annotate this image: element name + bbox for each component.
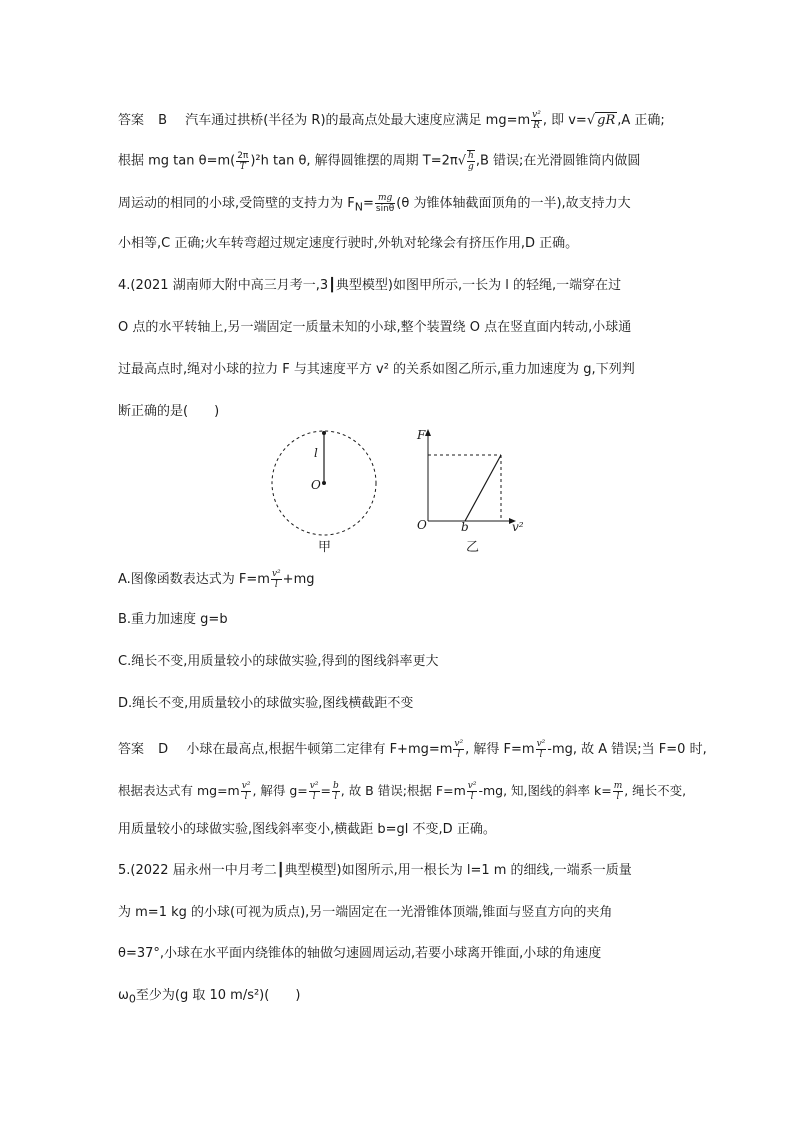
fraction: $\frac{\text{v²}}{l}$ xyxy=(271,569,281,590)
fraction: $\frac{\text{v²}}{l}$ xyxy=(536,739,546,760)
fraction: $\frac{b}{l}$ xyxy=(332,781,339,802)
fraction: $\frac{\text{v²}}{l}$ xyxy=(241,781,251,802)
q4-stem-line-1: 4.(2021 湖南师大附中高三月考一,3┃典型模型)如图甲所示,一长为 l 的轻绳,一端穿在过 xyxy=(118,278,622,293)
fraction: $\frac{\text{v²}}{l}$ xyxy=(454,739,464,760)
q4-option-c: C.绳长不变,用质量较小的球做实验,得到的图线斜率更大 xyxy=(118,654,439,669)
label-o: O xyxy=(417,518,427,532)
fraction: $\frac{2\pi}{T}$ xyxy=(237,150,249,172)
q5-stem-line-4: $\omega_0$至少为(g 取 10 m/s²)( ) xyxy=(118,988,301,1006)
label-f: F xyxy=(417,428,426,442)
q4-answer-line-3: 用质量较小的球做实验,图线斜率变小,横截距 b=gl 不变,D 正确。 xyxy=(118,822,496,837)
q4-answer-line-2: 根据表达式有 mg=m $\frac{\text{v²}}{l}$ , 解得 g= $\frac{\text{v²}}{l}$ = $\frac{b}{l}$ , 故 B 错误;根据 F=m $\frac{\text{v²}}{l}$ -mg, 知,图线的斜率 k= $\frac{m}{l}$ , 绳长不变, xyxy=(118,781,687,802)
q5-stem-line-2: 为 m=1 kg 的小球(可视为质点),另一端固定在一光滑锥体顶端,锥面与竖直方向的夹角 xyxy=(118,905,613,920)
q4-option-a: A.图像函数表达式为 F=m $\frac{\text{v²}}{l}$ +mg xyxy=(118,569,315,590)
fraction: $\frac{h}{g}$ xyxy=(468,151,474,172)
figure-yi xyxy=(416,428,524,555)
q5-stem-line-1: 5.(2022 届永州一中月考二┃典型模型)如图所示,用一根长为 l=1 m 的细线,一端系一质量 xyxy=(118,863,632,878)
answer-label: 答案 xyxy=(118,742,145,757)
fraction: $\frac{\text{v²}}{l}$ xyxy=(467,781,477,802)
label-b: b xyxy=(461,520,469,534)
answer-choice: D xyxy=(158,742,169,757)
answer-choice: B xyxy=(158,113,168,128)
q4-answer-line-1: 答案 D 小球在最高点,根据牛顿第二定律有 F+mg=m $\frac{\text{v²}}{l}$ , 解得 F=m $\frac{\text{v²}}{l}$ -mg, 故 A 错误;当 F=0 时, xyxy=(118,739,707,760)
caption-yi: 乙 xyxy=(466,540,480,555)
q4-option-d: D.绳长不变,用质量较小的球做实验,图线横截距不变 xyxy=(118,696,414,711)
figure-jia xyxy=(272,431,376,555)
q3-answer-line-3: 周运动的相同的小球,受筒壁的支持力为 $F_N=$ $\frac{mg}{\sin\theta}$ (θ 为锥体轴截面顶角的一半),故支持力大 xyxy=(118,193,631,214)
label-v2: v² xyxy=(512,520,524,534)
q4-figures xyxy=(0,425,794,565)
q3-answer-line-2: 根据 mg tan θ=m( $\frac{2\pi}{T}$ )²h tan θ, 解得圆锥摆的周期 T=2π√ $\frac{h}{g}$ ,B 错误;在光滑圆锥筒内做圆 xyxy=(118,150,641,172)
f-axis-arrow xyxy=(425,429,431,436)
fraction: $\frac{\text{v²}}{R}$ xyxy=(532,110,541,131)
fraction: $\frac{m}{l}$ xyxy=(613,781,623,802)
caption-jia: 甲 xyxy=(318,540,332,555)
label-l: l xyxy=(314,446,318,460)
answer-label: 答案 xyxy=(118,113,145,128)
q4-stem-line-2: O 点的水平转轴上,另一端固定一质量未知的小球,整个装置绕 O 点在竖直面内转动,小球通 xyxy=(118,320,632,335)
q5-stem-line-3: θ=37°,小球在水平面内绕锥体的轴做匀速圆周运动,若要小球离开锥面,小球的角速度 xyxy=(118,946,602,961)
q3-answer-line-1: 答案 B 汽车通过拱桥(半径为 R)的最高点处最大速度应满足 mg=m $\frac{\text{v²}}{R}$ , 即 v=√ gR ,A 正确; xyxy=(118,110,665,131)
q3-answer-line-4: 小相等,C 正确;火车转弯超过规定速度行驶时,外轨对轮缘会有挤压作用,D 正确。 xyxy=(118,236,579,251)
fraction: $\frac{mg}{\sin\theta}$ xyxy=(375,193,395,214)
label-o: O xyxy=(311,478,321,492)
fraction: $\frac{\text{v²}}{l}$ xyxy=(309,781,319,802)
ball-dot xyxy=(322,431,326,435)
q4-stem-line-4: 断正确的是( ) xyxy=(118,404,220,419)
graph-line xyxy=(465,455,501,521)
center-dot xyxy=(322,481,326,485)
q4-option-b: B.重力加速度 g=b xyxy=(118,612,228,627)
q4-stem-line-3: 过最高点时,绳对小球的拉力 F 与其速度平方 v² 的关系如图乙所示,重力加速度为 g,下列判 xyxy=(118,362,635,377)
